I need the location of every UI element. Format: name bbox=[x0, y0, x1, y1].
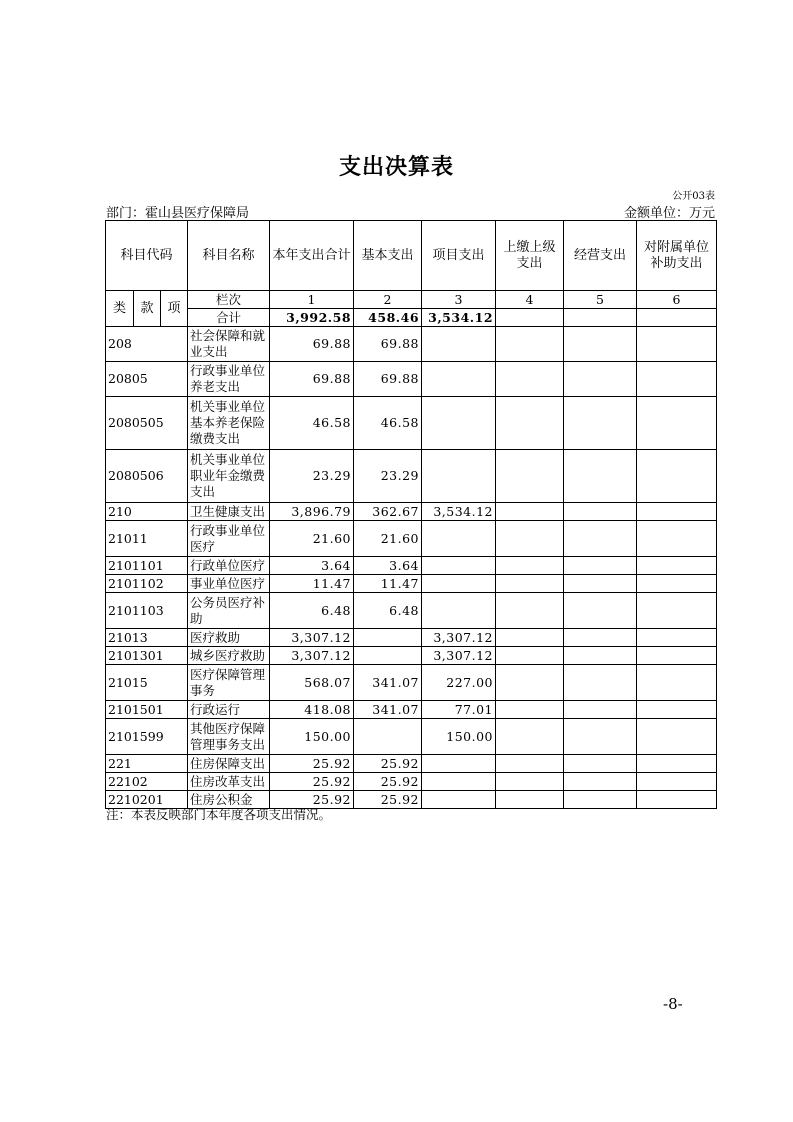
row-basic bbox=[354, 647, 422, 665]
row-business bbox=[564, 701, 637, 719]
table-body bbox=[106, 327, 717, 809]
row-basic bbox=[354, 629, 422, 647]
row-total: 69.88 bbox=[270, 362, 354, 397]
row-project bbox=[422, 397, 496, 450]
total-superior bbox=[496, 309, 564, 327]
row-superior bbox=[496, 503, 564, 521]
row-superior bbox=[496, 593, 564, 629]
row-code: 2101101 bbox=[106, 557, 188, 575]
total-amount: 3,992.58 bbox=[270, 309, 354, 327]
table-row bbox=[106, 397, 717, 450]
row-subsidiary bbox=[637, 327, 717, 362]
row-name: 城乡医疗救助 bbox=[188, 647, 270, 665]
row-project: 3,307.12 bbox=[422, 629, 496, 647]
row-basic: 23.29 bbox=[354, 450, 422, 503]
row-business bbox=[564, 791, 637, 809]
row-subsidiary bbox=[637, 665, 717, 701]
row-project bbox=[422, 791, 496, 809]
row-project bbox=[422, 450, 496, 503]
row-name: 住房保障支出 bbox=[188, 755, 270, 773]
row-superior bbox=[496, 773, 564, 791]
row-subsidiary bbox=[637, 755, 717, 773]
row-code: 2101301 bbox=[106, 647, 188, 665]
table-note: 注：本表反映部门本年度各项支出情况。 bbox=[106, 807, 332, 822]
table-row bbox=[106, 521, 717, 557]
row-total: 23.29 bbox=[270, 450, 354, 503]
row-subsidiary bbox=[637, 503, 717, 521]
row-project bbox=[422, 557, 496, 575]
row-code: 2101102 bbox=[106, 575, 188, 593]
table-row bbox=[106, 665, 717, 701]
row-project: 3,534.12 bbox=[422, 503, 496, 521]
row-total: 25.92 bbox=[270, 773, 354, 791]
row-name: 机关事业单位职业年金缴费支出 bbox=[188, 450, 270, 503]
row-superior bbox=[496, 521, 564, 557]
row-basic: 21.60 bbox=[354, 521, 422, 557]
row-basic: 11.47 bbox=[354, 575, 422, 593]
row-total: 150.00 bbox=[270, 719, 354, 755]
table-row bbox=[106, 773, 717, 791]
total-label: 合计 bbox=[188, 309, 270, 327]
row-business bbox=[564, 362, 637, 397]
row-business bbox=[564, 503, 637, 521]
row-subsidiary bbox=[637, 521, 717, 557]
row-total: 568.07 bbox=[270, 665, 354, 701]
row-code: 22102 bbox=[106, 773, 188, 791]
row-project bbox=[422, 575, 496, 593]
row-business bbox=[564, 755, 637, 773]
row-name: 行政运行 bbox=[188, 701, 270, 719]
index-num: 5 bbox=[564, 291, 637, 309]
table-row bbox=[106, 327, 717, 362]
row-project bbox=[422, 327, 496, 362]
table-row bbox=[106, 629, 717, 647]
header-code: 科目代码 bbox=[106, 221, 188, 291]
row-basic: 25.92 bbox=[354, 755, 422, 773]
row-code: 21015 bbox=[106, 665, 188, 701]
row-total: 3.64 bbox=[270, 557, 354, 575]
row-business bbox=[564, 557, 637, 575]
row-basic: 46.58 bbox=[354, 397, 422, 450]
row-name: 其他医疗保障管理事务支出 bbox=[188, 719, 270, 755]
department-label: 部门：霍山县医疗保障局 bbox=[106, 206, 250, 221]
row-business bbox=[564, 450, 637, 503]
table-row bbox=[106, 575, 717, 593]
total-basic: 458.46 bbox=[354, 309, 422, 327]
row-business bbox=[564, 327, 637, 362]
header-name: 科目名称 bbox=[188, 221, 270, 291]
row-name: 医疗保障管理事务 bbox=[188, 665, 270, 701]
total-business bbox=[564, 309, 637, 327]
row-project bbox=[422, 362, 496, 397]
row-code: 2101103 bbox=[106, 593, 188, 629]
row-superior bbox=[496, 327, 564, 362]
index-kuan: 款 bbox=[134, 291, 161, 327]
index-num: 2 bbox=[354, 291, 422, 309]
index-label: 栏次 bbox=[188, 291, 270, 309]
row-basic: 341.07 bbox=[354, 701, 422, 719]
row-project bbox=[422, 755, 496, 773]
index-num: 6 bbox=[637, 291, 717, 309]
header-project: 项目支出 bbox=[422, 221, 496, 291]
index-num: 4 bbox=[496, 291, 564, 309]
row-name: 行政事业单位养老支出 bbox=[188, 362, 270, 397]
table-row bbox=[106, 647, 717, 665]
row-name: 公务员医疗补助 bbox=[188, 593, 270, 629]
row-code: 2101599 bbox=[106, 719, 188, 755]
total-row bbox=[106, 309, 717, 327]
row-superior bbox=[496, 719, 564, 755]
row-subsidiary bbox=[637, 362, 717, 397]
row-subsidiary bbox=[637, 701, 717, 719]
row-subsidiary bbox=[637, 791, 717, 809]
row-name: 住房公积金 bbox=[188, 791, 270, 809]
row-code: 2210201 bbox=[106, 791, 188, 809]
row-subsidiary bbox=[637, 719, 717, 755]
table-row bbox=[106, 450, 717, 503]
expenditure-table bbox=[105, 220, 717, 809]
row-subsidiary bbox=[637, 647, 717, 665]
row-superior bbox=[496, 557, 564, 575]
row-code: 2101501 bbox=[106, 701, 188, 719]
row-total: 11.47 bbox=[270, 575, 354, 593]
row-project bbox=[422, 773, 496, 791]
row-business bbox=[564, 629, 637, 647]
row-total: 3,307.12 bbox=[270, 647, 354, 665]
row-code: 20805 bbox=[106, 362, 188, 397]
header-subsidiary: 对附属单位补助支出 bbox=[637, 221, 717, 291]
row-subsidiary bbox=[637, 593, 717, 629]
row-business bbox=[564, 593, 637, 629]
row-name: 机关事业单位基本养老保险缴费支出 bbox=[188, 397, 270, 450]
row-basic: 3.64 bbox=[354, 557, 422, 575]
row-total: 3,307.12 bbox=[270, 629, 354, 647]
row-code: 2080505 bbox=[106, 397, 188, 450]
row-name: 住房改革支出 bbox=[188, 773, 270, 791]
row-superior bbox=[496, 791, 564, 809]
row-total: 3,896.79 bbox=[270, 503, 354, 521]
row-superior bbox=[496, 755, 564, 773]
header-business: 经营支出 bbox=[564, 221, 637, 291]
row-project: 77.01 bbox=[422, 701, 496, 719]
row-total: 418.08 bbox=[270, 701, 354, 719]
table-row bbox=[106, 701, 717, 719]
row-subsidiary bbox=[637, 557, 717, 575]
row-superior bbox=[496, 629, 564, 647]
row-superior bbox=[496, 362, 564, 397]
header-total: 本年支出合计 bbox=[270, 221, 354, 291]
row-superior bbox=[496, 575, 564, 593]
index-lei: 类 bbox=[106, 291, 134, 327]
row-basic: 341.07 bbox=[354, 665, 422, 701]
row-code: 21013 bbox=[106, 629, 188, 647]
row-superior bbox=[496, 647, 564, 665]
index-num: 1 bbox=[270, 291, 354, 309]
row-basic: 25.92 bbox=[354, 773, 422, 791]
total-project: 3,534.12 bbox=[422, 309, 496, 327]
row-total: 46.58 bbox=[270, 397, 354, 450]
row-superior bbox=[496, 450, 564, 503]
row-project: 150.00 bbox=[422, 719, 496, 755]
row-basic: 69.88 bbox=[354, 362, 422, 397]
row-business bbox=[564, 773, 637, 791]
amount-unit-label: 金额单位：万元 bbox=[623, 206, 715, 221]
row-name: 医疗救助 bbox=[188, 629, 270, 647]
row-subsidiary bbox=[637, 773, 717, 791]
row-subsidiary bbox=[637, 450, 717, 503]
row-business bbox=[564, 521, 637, 557]
row-project: 227.00 bbox=[422, 665, 496, 701]
table-row bbox=[106, 503, 717, 521]
row-subsidiary bbox=[637, 397, 717, 450]
header-basic: 基本支出 bbox=[354, 221, 422, 291]
row-total: 25.92 bbox=[270, 791, 354, 809]
row-basic: 6.48 bbox=[354, 593, 422, 629]
row-basic bbox=[354, 719, 422, 755]
page-number: -8- bbox=[663, 995, 683, 1013]
table-row bbox=[106, 593, 717, 629]
row-project: 3,307.12 bbox=[422, 647, 496, 665]
form-number: 公开03表 bbox=[672, 191, 715, 202]
row-business bbox=[564, 397, 637, 450]
row-project bbox=[422, 521, 496, 557]
row-subsidiary bbox=[637, 629, 717, 647]
row-business bbox=[564, 719, 637, 755]
row-total: 69.88 bbox=[270, 327, 354, 362]
row-project bbox=[422, 593, 496, 629]
row-name: 社会保障和就业支出 bbox=[188, 327, 270, 362]
table-row bbox=[106, 557, 717, 575]
total-subsidiary bbox=[637, 309, 717, 327]
header-row bbox=[106, 221, 717, 291]
row-business bbox=[564, 647, 637, 665]
index-num: 3 bbox=[422, 291, 496, 309]
row-business bbox=[564, 575, 637, 593]
row-name: 事业单位医疗 bbox=[188, 575, 270, 593]
row-total: 21.60 bbox=[270, 521, 354, 557]
row-code: 210 bbox=[106, 503, 188, 521]
row-superior bbox=[496, 665, 564, 701]
table-row bbox=[106, 362, 717, 397]
row-name: 卫生健康支出 bbox=[188, 503, 270, 521]
row-basic: 25.92 bbox=[354, 791, 422, 809]
row-superior bbox=[496, 397, 564, 450]
row-total: 6.48 bbox=[270, 593, 354, 629]
row-code: 208 bbox=[106, 327, 188, 362]
header-superior: 上缴上级支出 bbox=[496, 221, 564, 291]
page-title: 支出决算表 bbox=[338, 155, 454, 180]
table-row bbox=[106, 755, 717, 773]
row-business bbox=[564, 665, 637, 701]
table-row bbox=[106, 719, 717, 755]
row-basic: 69.88 bbox=[354, 327, 422, 362]
row-name: 行政单位医疗 bbox=[188, 557, 270, 575]
row-code: 2080506 bbox=[106, 450, 188, 503]
index-xiang: 项 bbox=[161, 291, 188, 327]
row-code: 21011 bbox=[106, 521, 188, 557]
row-code: 221 bbox=[106, 755, 188, 773]
row-superior bbox=[496, 701, 564, 719]
row-total: 25.92 bbox=[270, 755, 354, 773]
row-subsidiary bbox=[637, 575, 717, 593]
row-basic: 362.67 bbox=[354, 503, 422, 521]
index-row bbox=[106, 291, 717, 309]
row-name: 行政事业单位医疗 bbox=[188, 521, 270, 557]
